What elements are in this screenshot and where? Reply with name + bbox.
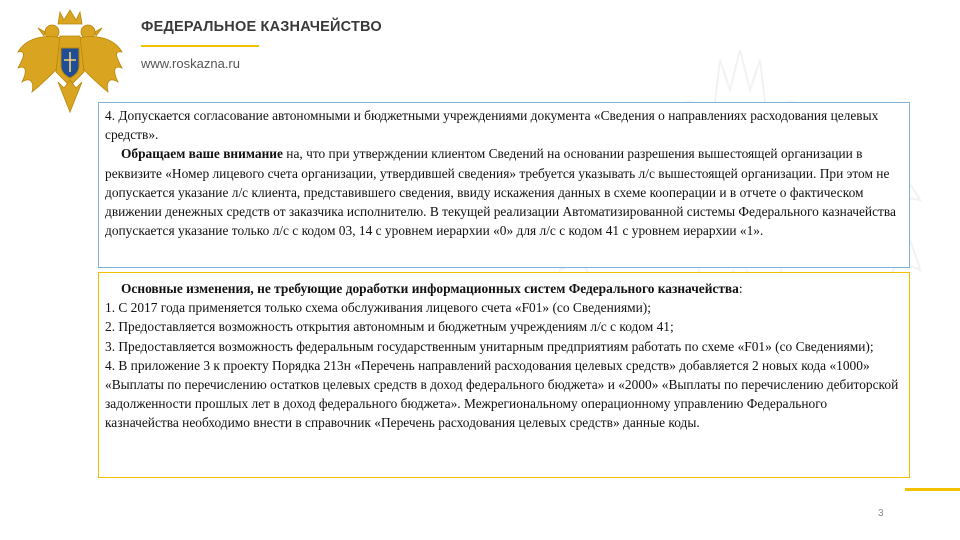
changes-box (98, 272, 910, 478)
changes-heading-bold: Основные изменения, не требующие доработки информационных систем Федерального казначейства (121, 281, 739, 296)
organization-name: ФЕДЕРАЛЬНОЕ КАЗНАЧЕЙСТВО (141, 19, 382, 35)
list-item: 1. С 2017 года применяется только схема обслуживания лицевого счета «F01» (со Сведениями); (105, 300, 651, 316)
notice-attention-text: на, что при утверждении клиентом Сведений на основании разрешения вышестоящей организации в реквизите «Номер лицевого счета организации, утвердившей сведения» требуется указывать л/с вышестоящей организации. При этом не допускается указание л/с клиента, представившего сведения, ввиду искажения данных в схеме кооперации и в отчете о фактическом движении денежных средств от заказчика исполнителю. В текущей реализации Автоматизированной системы Федерального казначейства допускается указание только л/с с кодом 03, 14 с уровнем иерархии «0» для л/с с кодом 41 с уровнем иерархии «1». (105, 146, 896, 239)
list-item: 3. Предоставляется возможность федеральным государственным унитарным предприятиям работать по схеме «F01» (со Сведениями); (105, 338, 874, 354)
page-number: 3 (878, 508, 884, 519)
notice-attention-lead: Обращаем ваше внимание (121, 146, 283, 162)
list-item: 4. В приложение 3 к проекту Порядка 213н «Перечень направлений расходования целевых средств» добавляется 2 новых кода «1000» «Выплаты по перечислению остатков целевых средств в доход федерального бюджета» и «2000» «Выплаты по перечислению дебиторской задолженности прошлых лет в доход федерального бюджета». Межрегиональному операционному управлению Федерального казначейства необходимо внести в справочник «Перечень расходования целевых средств» данные коды. (105, 357, 899, 431)
notice-paragraph-1: 4. Допускается согласование автономными и бюджетными учреждениями документа «Сведения о направлениях расходования целевых средств». (105, 108, 879, 143)
footer-accent-line (905, 488, 960, 491)
notice-box (98, 102, 910, 268)
changes-heading (105, 279, 903, 298)
list-item: 2. Предоставляется возможность открытия автономным и бюджетным учреждениям л/с с кодом 41; (105, 319, 674, 335)
notice-paragraph-2 (105, 144, 903, 240)
site-url: www.roskazna.ru (141, 56, 240, 71)
header-accent-rule (141, 45, 259, 47)
changes-heading-tail: : (738, 281, 743, 296)
